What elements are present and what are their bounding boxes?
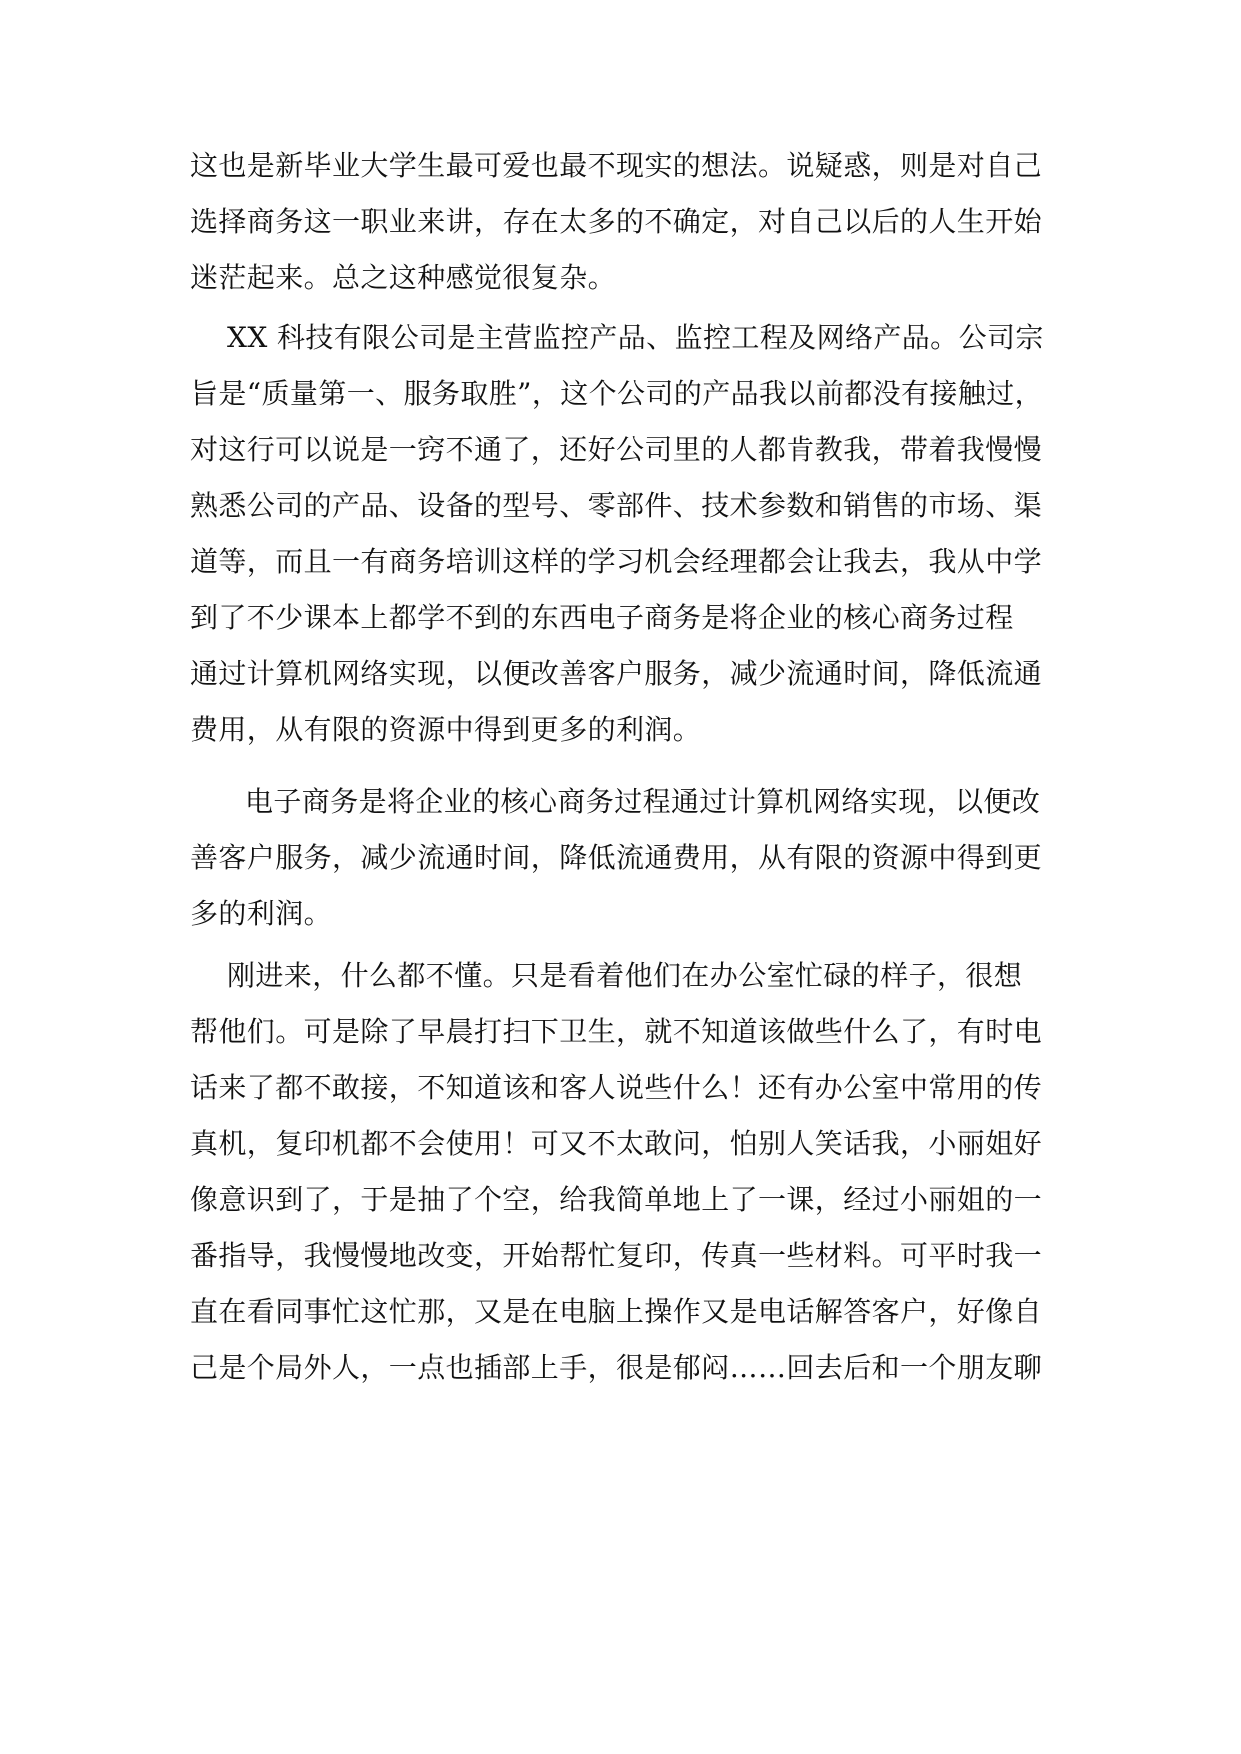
paragraph-4-line-4: 真机，复印机都不会使用！可又不太敢问，怕别人笑话我，小丽姐好: [190, 1127, 1043, 1160]
paragraph-1-line-2: 选择商务这一职业来讲，存在太多的不确定，对自己以后的人生开始: [190, 205, 1043, 238]
paragraph-4-line-5: 像意识到了，于是抽了个空，给我简单地上了一课，经过小丽姐的一: [190, 1183, 1043, 1216]
paragraph-4-line-3: 话来了都不敢接，不知道该和客人说些什么！还有办公室中常用的传: [190, 1071, 1043, 1104]
paragraph-2-line-6: 到了不少课本上都学不到的东西电子商务是将企业的核心商务过程: [190, 601, 1014, 634]
paragraph-3-line-3: 多的利润。: [190, 897, 333, 930]
paragraph-3-line-2: 善客户服务，减少流通时间，降低流通费用，从有限的资源中得到更: [190, 841, 1043, 874]
paragraph-2-line-2: 旨是“质量第一、服务取胜”，这个公司的产品我以前都没有接触过，: [190, 377, 1044, 410]
paragraph-2-line-1: XX 科技有限公司是主营监控产品、监控工程及网络产品。公司宗: [227, 321, 1044, 354]
paragraph-1-line-1: 这也是新毕业大学生最可爱也最不现实的想法。说疑惑，则是对自己: [190, 149, 1043, 182]
paragraph-3-line-1: 电子商务是将企业的核心商务过程通过计算机网络实现，以便改: [245, 785, 1041, 818]
paragraph-4-line-6: 番指导，我慢慢地改变，开始帮忙复印，传真一些材料。可平时我一: [190, 1239, 1043, 1272]
paragraph-2-line-4: 熟悉公司的产品、设备的型号、零部件、技术参数和销售的市场、渠: [190, 489, 1043, 522]
paragraph-4-line-7: 直在看同事忙这忙那，又是在电脑上操作又是电话解答客户，好像自: [190, 1295, 1043, 1328]
paragraph-4-line-1: 刚进来，什么都不懂。只是看着他们在办公室忙碌的样子，很想: [227, 959, 1023, 992]
paragraph-2-line-7: 通过计算机网络实现，以便改善客户服务，减少流通时间，降低流通: [190, 657, 1043, 690]
paragraph-4-line-8: 己是个局外人，一点也插部上手，很是郁闷……回去后和一个朋友聊: [190, 1351, 1043, 1384]
paragraph-2-line-5: 道等，而且一有商务培训这样的学习机会经理都会让我去，我从中学: [190, 545, 1043, 578]
paragraph-1-line-3: 迷茫起来。总之这种感觉很复杂。: [190, 261, 617, 294]
paragraph-2-line-8: 费用，从有限的资源中得到更多的利润。: [190, 713, 702, 746]
paragraph-4-line-2: 帮他们。可是除了早晨打扫下卫生，就不知道该做些什么了，有时电: [190, 1015, 1043, 1048]
paragraph-2-line-3: 对这行可以说是一窍不通了，还好公司里的人都肯教我，带着我慢慢: [190, 433, 1043, 466]
